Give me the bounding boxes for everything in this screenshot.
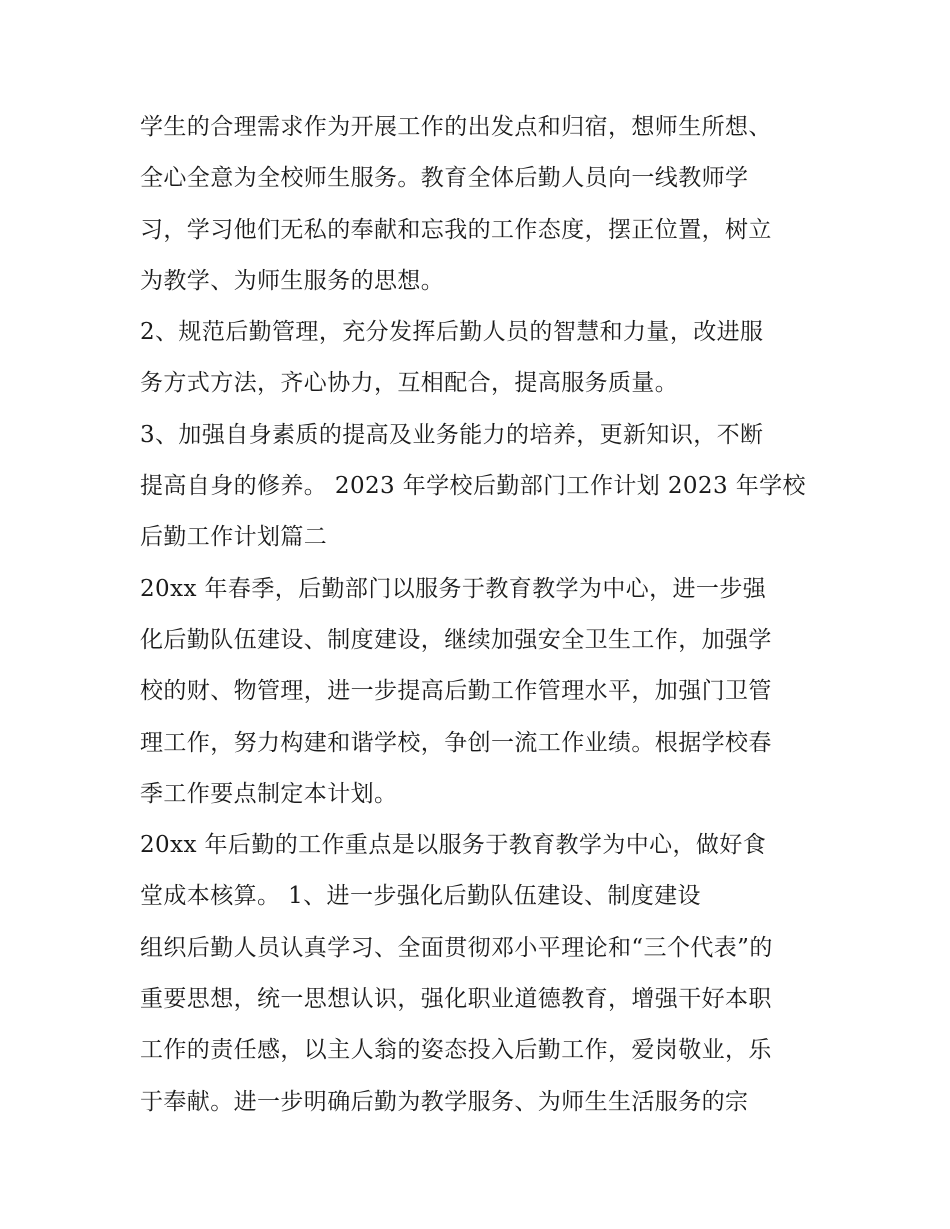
text-line: 校的财、物管理，进一步提高后勤工作管理水平，加强门卫管 (140, 678, 772, 705)
text-line: 20xx 年春季，后勤部门以服务于教育教学为中心，进一步强 (140, 575, 767, 602)
text-line: 组织后勤人员认真学习、全面贯彻邓小平理论和“三个代表”的 (140, 934, 773, 961)
text-line: 堂成本核算。 1、进一步强化后勤队伍建设、制度建设 (140, 883, 701, 910)
body-text (140, 102, 820, 1128)
text-line: 提高自身的修养。 2023 年学校后勤部门工作计划 2023 年学校 (140, 473, 806, 500)
text-line: 学生的合理需求作为开展工作的出发点和归宿，想师生所想、 (140, 114, 772, 140)
text-line: 工作的责任感，以主人翁的姿态投入后勤工作，爱岗敬业，乐 (140, 1037, 772, 1064)
text-line: 务方式方法，齐心协力，互相配合，提高服务质量。 (140, 370, 679, 397)
text-line: 20xx 年后勤的工作重点是以服务于教育教学为中心，做好食 (140, 832, 767, 859)
text-line: 后勤工作计划篇二 (140, 524, 328, 551)
text-line: 理工作，努力构建和谐学校，争创一流工作业绩。根据学校春 (140, 729, 772, 756)
text-line: 为教学、为师生服务的思想。 (140, 267, 445, 294)
text-line: 3、加强自身素质的提高及业务能力的培养，更新知识，不断 (140, 421, 764, 448)
text-line: 季工作要点制定本计划。 (140, 780, 398, 807)
text-line: 化后勤队伍建设、制度建设，继续加强安全卫生工作，加强学 (140, 626, 772, 653)
text-line: 全心全意为全校师生服务。教育全体后勤人员向一线教师学 (140, 165, 749, 192)
text-line: 重要思想，统一思想认识，强化职业道德教育，增强干好本职 (140, 986, 772, 1013)
text-line: 习，学习他们无私的奉献和忘我的工作态度，摆正位置，树立 (140, 216, 772, 243)
text-line: 于奉献。进一步明确后勤为教学服务、为师生生活服务的宗 (140, 1088, 749, 1115)
text-line: 2、规范后勤管理，充分发挥后勤人员的智慧和力量，改进服 (140, 319, 764, 346)
